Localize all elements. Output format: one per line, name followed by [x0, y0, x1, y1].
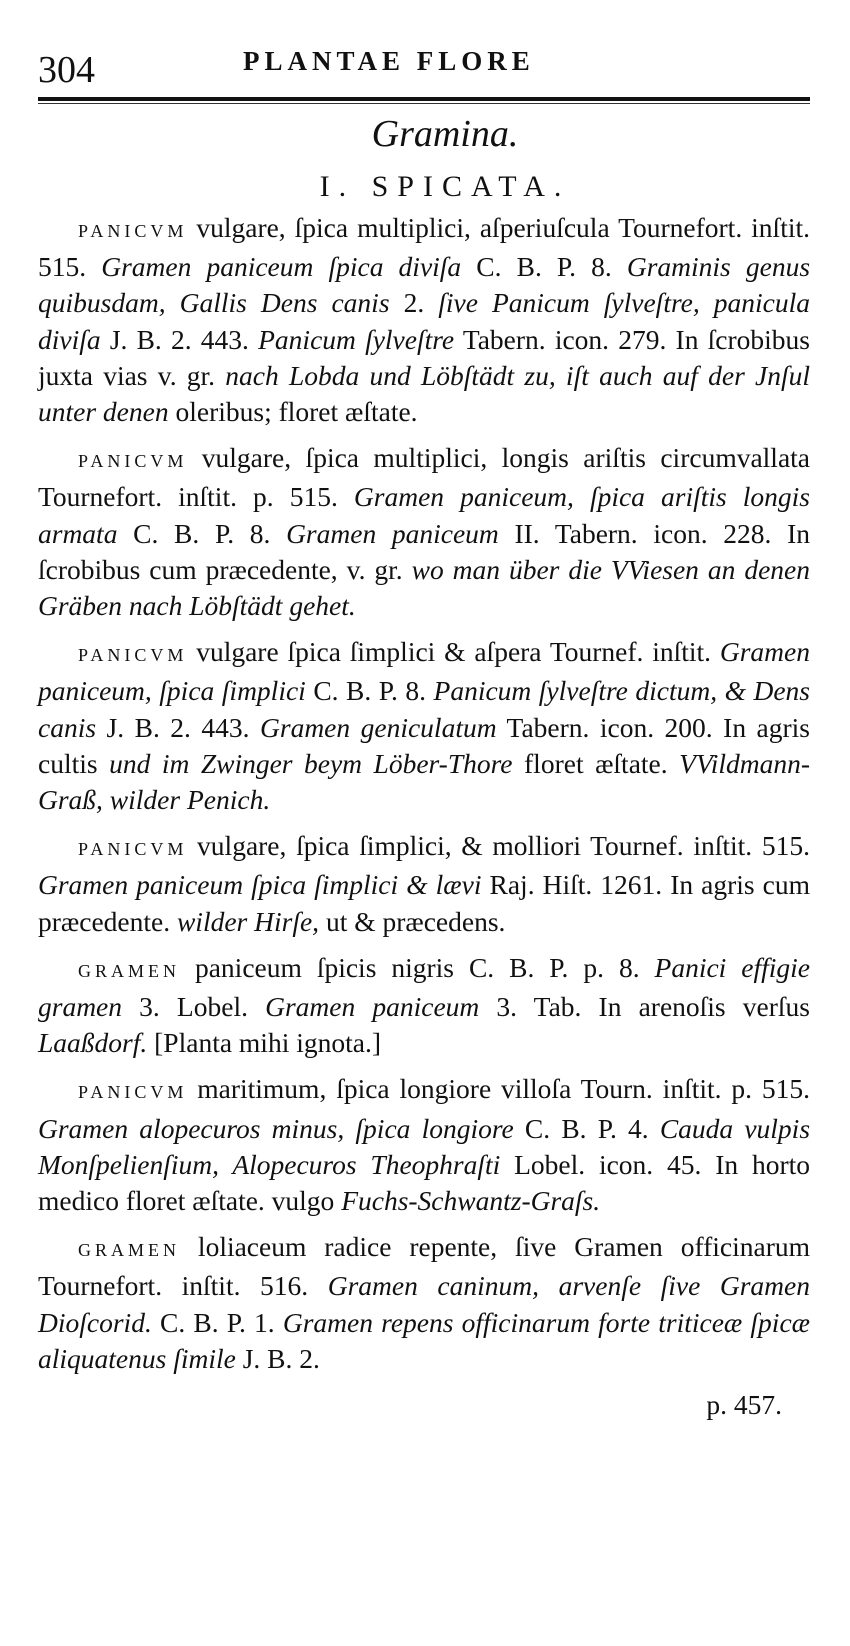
- page-header: [38, 40, 818, 100]
- roman-text: C. B. P. 8.: [305, 675, 434, 707]
- italic-text: Panici effigie gramen: [38, 951, 810, 1023]
- genus-name: PANICVM: [78, 1082, 188, 1103]
- roman-text: oleribus; floret æſtate.: [168, 396, 418, 428]
- roman-text: Tabern. icon. 279. In ſcrobibus juxta vias v. gr.: [38, 323, 810, 391]
- page-number: 304: [38, 49, 95, 91]
- roman-text: maritimum, ſpica longiore villoſa Tourn. inſtit. p. 515.: [187, 1073, 810, 1105]
- italic-text: Gramen paniceum ſpica ſimplici & lævi: [38, 869, 482, 901]
- roman-text: C. B. P. 8.: [461, 251, 627, 283]
- genus-name: PANICVM: [78, 645, 188, 666]
- italic-text: Graminis genus quibusdam, Gallis Dens canis: [38, 251, 811, 319]
- roman-text: 3. Lobel.: [122, 991, 266, 1023]
- roman-text: loliaceum radice repente, ſive Gramen officinarum Tournefort. inſtit. 516.: [38, 1231, 810, 1302]
- genus-name: GRAMEN: [78, 960, 181, 981]
- roman-text: 3. Tab. In arenoſis verſus: [479, 991, 810, 1023]
- italic-text: Panicum ſylveſtre dictum, & Dens canis: [38, 675, 811, 743]
- entry-paragraph: [38, 634, 810, 818]
- italic-text: Gramen paniceum, ſpica ſimplici: [38, 636, 810, 707]
- italic-text: VVildmann-Graß, wilder Penich.: [38, 747, 810, 816]
- italic-text: Panicum ſylveſtre: [258, 323, 455, 355]
- roman-text: vulgare, ſpica multiplici, longis ariſtis circumvallata Tournefort. inſtit. p. 515.: [38, 442, 810, 513]
- genus-name: PANICVM: [78, 451, 188, 472]
- italic-text: Gramen paniceum ſpica diviſa: [101, 251, 462, 283]
- roman-text: II. Tabern. icon. 228. In ſcrobibus cum præcedente, v. gr.: [38, 517, 810, 585]
- roman-text: paniceum ſpicis nigris C. B. P. p. 8.: [180, 951, 655, 983]
- italic-text: wilder Hirſe,: [176, 905, 320, 937]
- roman-text: J. B. 2.: [235, 1342, 320, 1374]
- genus-name: PANICVM: [78, 221, 188, 241]
- entry-paragraph: [38, 1071, 810, 1219]
- genus-name: PANICVM: [78, 839, 188, 860]
- roman-text: Tabern. icon. 200. In agris cultis: [38, 711, 811, 779]
- roman-text: vulgare ſpica ſimplici & aſpera Tournef. inſtit.: [187, 636, 720, 668]
- roman-text: C. B. P. 4.: [513, 1112, 660, 1144]
- roman-text: vulgare, ſpica multiplici, aſperiuſcula Tournefort. inſtit. 515.: [38, 212, 810, 283]
- italic-text: wo man über die VViesen an denen Gräben nach Löbſtädt gehet.: [38, 553, 810, 622]
- entry-paragraph: [38, 1229, 810, 1377]
- italic-text: ſive Panicum ſylveſtre, panicula diviſa: [38, 287, 810, 355]
- italic-text: Gramen repens officinarum forte triticeæ ſpicæ aliquatenus ſimile: [38, 1306, 810, 1374]
- italic-text: Gramen paniceum, ſpica ariſtis longis armata: [38, 481, 810, 549]
- italic-text: nach Lobda und Löbſtädt zu, iſt auch auf der Jnſul unter denen: [38, 359, 810, 428]
- entry-paragraph: [38, 440, 810, 624]
- italic-text: Gramen geniculatum: [260, 711, 497, 743]
- genus-name: GRAMEN: [78, 1240, 181, 1261]
- roman-text: vulgare, ſpica ſimplici, & molliori Tournef. inſtit. 515.: [187, 830, 810, 862]
- roman-text: floret æſtate.: [512, 747, 680, 779]
- roman-text: Lobel. icon. 45. In horto medico floret æſtate. vulgo: [38, 1148, 810, 1217]
- roman-text: C. B. P. 1.: [151, 1306, 283, 1338]
- roman-text: C. B. P. 8.: [117, 517, 287, 549]
- italic-text: Gramen alopecuros minus, ſpica longiore: [38, 1112, 514, 1144]
- header-rule-thin: [38, 103, 810, 104]
- continuation-reference: p. 457.: [706, 1389, 782, 1421]
- entry-paragraph: [38, 828, 810, 940]
- italic-text: Fuchs-Schwantz-Graſs.: [341, 1185, 601, 1217]
- roman-text: 2.: [389, 287, 439, 319]
- entries-body: [38, 210, 810, 1423]
- roman-text: [Planta mihi ignota.]: [147, 1027, 381, 1059]
- entry-paragraph: [38, 950, 810, 1062]
- roman-text: J. B. 2. 443.: [100, 323, 259, 355]
- italic-text: Gramen paniceum: [265, 991, 480, 1023]
- italic-text: Cauda vulpis Monſpelienſium, Alopecuros Theophraſti: [38, 1112, 811, 1180]
- roman-text: J. B. 2. 443.: [96, 711, 261, 743]
- subsection-title: I. SPICATA.: [319, 170, 571, 203]
- section-title: Gramina.: [371, 113, 519, 155]
- italic-text: und im Zwinger beym Löber-Thore: [109, 747, 513, 779]
- italic-text: Gramen caninum, arvenſe ſive Gramen Dioſcorid.: [38, 1270, 810, 1338]
- italic-text: Gramen paniceum: [286, 517, 499, 549]
- italic-text: Laaßdorf.: [38, 1027, 148, 1059]
- roman-text: ut & præcedens.: [319, 905, 506, 937]
- header-rule: [38, 97, 810, 101]
- entry-paragraph: [38, 210, 810, 430]
- roman-text: Raj. Hiſt. 1261. In agris cum præcedente.: [38, 869, 811, 937]
- running-head: PLANTAE FLORE: [243, 46, 535, 76]
